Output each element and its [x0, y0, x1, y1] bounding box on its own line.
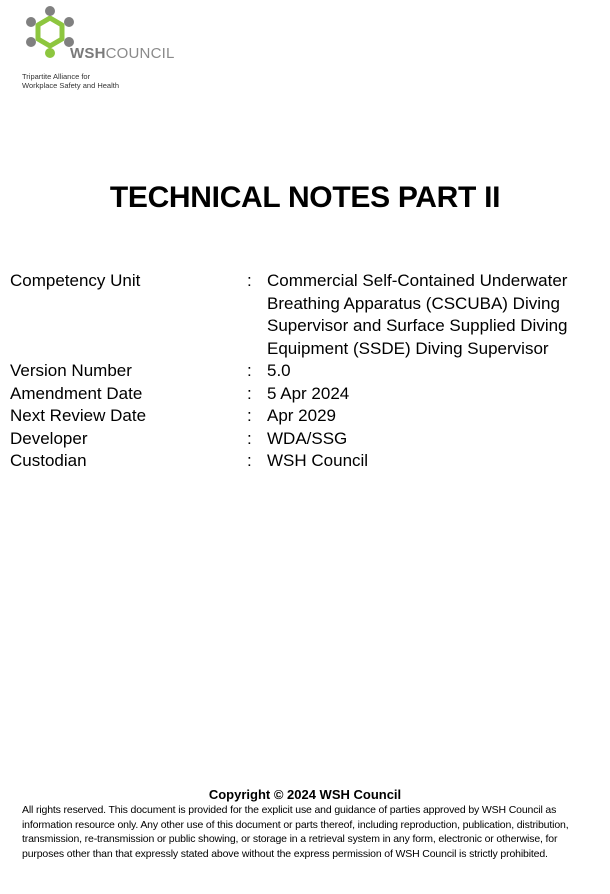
detail-row-amendment-date	[10, 383, 600, 406]
wsh-council-logo	[22, 6, 222, 92]
detail-value: Commercial Self-Contained Underwater Breathing Apparatus (CSCUBA) Diving Supervisor and Surface Supplied Diving Equipment (SSDE) Diving Supervisor	[267, 271, 568, 358]
detail-label: Amendment Date	[10, 383, 143, 403]
document-details-table	[10, 270, 600, 473]
detail-value: Apr 2029	[267, 406, 336, 425]
logo-wordmark: WSHCOUNCIL	[70, 45, 175, 62]
document-title: TECHNICAL NOTES PART II	[109, 181, 501, 214]
detail-colon: :	[247, 271, 252, 290]
detail-row-competency-unit	[10, 270, 600, 360]
detail-colon: :	[247, 361, 252, 380]
detail-label: Version Number	[10, 361, 132, 380]
detail-row-version-number	[10, 360, 600, 383]
detail-label: Competency Unit	[10, 271, 141, 290]
logo-tagline: Tripartite Alliance for Workplace Safety and Health	[22, 72, 119, 90]
detail-label: Custodian	[10, 451, 87, 470]
detail-label: Developer	[10, 428, 88, 448]
detail-value: WDA/SSG	[267, 428, 348, 448]
copyright-notice: Copyright © 2024 WSH Council	[208, 787, 402, 802]
detail-row-developer	[10, 428, 600, 451]
detail-value: 5.0	[267, 361, 291, 380]
rights-statement: All rights reserved. This document is provided for the explicit use and guidance of parties approved by WSH Council as information resource only. Any other use of this document or parts thereof, including reproduction, publication, distribution, transmission, re-transmission or public showing, or storage in a retrieval system in any form, electronic or otherwise, for purposes other than that expressly stated above without the express permission of WSH Council is strictly prohibited.	[22, 804, 569, 860]
detail-value: 5 Apr 2024	[267, 383, 350, 403]
detail-label: Next Review Date	[10, 406, 147, 425]
detail-value: WSH Council	[267, 451, 369, 470]
detail-colon: :	[247, 451, 252, 470]
detail-row-custodian	[10, 450, 600, 473]
detail-row-next-review-date	[10, 405, 600, 428]
detail-colon: :	[247, 383, 252, 403]
detail-colon: :	[247, 406, 252, 425]
detail-colon: :	[247, 428, 252, 448]
